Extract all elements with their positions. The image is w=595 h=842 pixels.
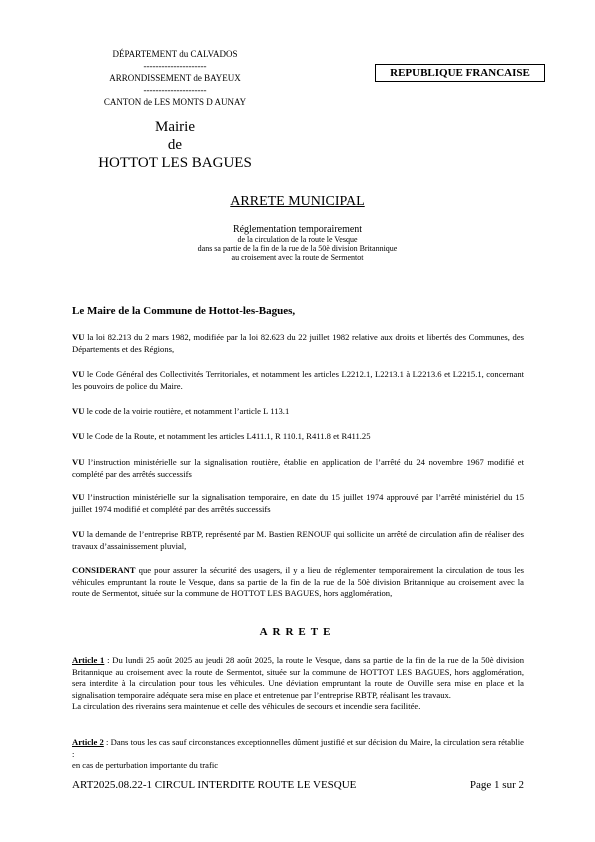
considerant-text: l’instruction ministérielle sur la signalisation routière, établie en application de l’arrêté du 24 novembre 1967 modifié et complété par des arrêtés successifs (72, 457, 524, 479)
considerant-text: le Code Général des Collectivités Territoriales, et notamment les articles L2212.1, L2213.1 à L2213.6 et L2215.1, concernant les pouvoirs de police du Maire. (72, 369, 524, 391)
considerant-text: que pour assurer la sécurité des usagers, il y a lieu de réglementer temporairement la circulation de tous les véhicules empruntant la route le Vesque, dans sa partie de la fin de la rue de la 50è division Britannique au croisement avec la route de Sermentot, située sur la commune de HOTTOT LES BAGUES, hors agglomération, (72, 565, 524, 598)
commune-name: HOTTOT LES BAGUES (98, 155, 252, 171)
page-number: Page 1 sur 2 (469, 779, 524, 791)
article-text: : Du lundi 25 août 2025 au jeudi 28 août 2025, la route le Vesque, dans sa partie de la fin de la rue de la 50è division Britannique au croisement avec la route de Sermentot, située sur la commune de HOTTOT LES BAGUES, hors agglomération, sera interdite à la circulation pour tous les véhicules. Une déviation empruntant la route de Ouville sera mise en place et la signalisation temporaire adéquate sera mise en place et entretenue par l’entreprise RBTP, réalisant les travaux. (72, 655, 525, 700)
considerant-lead: VU (72, 457, 85, 467)
mairie-line: Mairie (155, 119, 195, 135)
subtitle-line: de la circulation de la route le Vesque (237, 235, 358, 244)
document-subtitle (150, 224, 445, 262)
document-title (0, 194, 595, 210)
article-1 (72, 655, 524, 713)
considerant-text: la loi 82.213 du 2 mars 1982, modifiée par la loi 82.623 du 22 juillet 1982 relative aux droits et libertés des Communes, des Départements et des Régions, (72, 332, 524, 354)
subtitle-line: dans sa partie de la fin de la rue de la 50è division Britannique (197, 244, 398, 253)
considerant-paragraph (72, 332, 524, 355)
document-title-text: ARRETE MUNICIPAL (230, 194, 365, 209)
considerant-paragraph (72, 492, 524, 515)
administrative-header (70, 48, 280, 108)
considerant-text: la demande de l’entreprise RBTP, représenté par M. Bastien RENOUF qui sollicite un arrêté de circulation afin de réaliser des travaux d’assainissement pluvial, (72, 529, 524, 551)
considerant-lead: VU (72, 492, 85, 502)
considerant-lead: VU (72, 431, 85, 441)
considerant-lead: CONSIDERANT (72, 565, 136, 575)
considerant-lead: VU (72, 332, 85, 342)
considerant-paragraph (72, 565, 524, 600)
considerant-paragraph (72, 369, 524, 392)
considerant-lead: VU (72, 529, 85, 539)
considerant-text: le Code de la Route, et notamment les articles L411.1, R 110.1, R411.8 et R411.25 (84, 431, 371, 441)
considerant-paragraph (72, 529, 524, 552)
article-text: en cas de perturbation importante du trafic (72, 760, 219, 770)
article-label: Article 1 (72, 655, 105, 665)
article-text: La circulation des riverains sera maintenue et celle des véhicules de secours et incendie sera facilitée. (72, 701, 421, 711)
mairie-de-line: de (167, 137, 183, 153)
article-text: : Dans tous les cas sauf circonstances exceptionnelles dûment justifié et sur décision du Maire, la circulation sera rétablie : (72, 737, 524, 759)
considerant-paragraph (72, 431, 524, 443)
departement-line: DÉPARTEMENT du CALVADOS (112, 49, 238, 59)
republique-francaise-box: REPUBLIQUE FRANCAISE (375, 64, 545, 82)
canton-line: CANTON de LES MONTS D AUNAY (103, 97, 247, 107)
document-reference: ART2025.08.22-1 CIRCUL INTERDITE ROUTE LE VESQUE (72, 779, 357, 791)
considerant-lead: VU (72, 369, 85, 379)
considerant-text: l’instruction ministérielle sur la signalisation temporaire, en date du 15 juillet 1974 approuvé par l’arrêté ministériel du 15 juillet 1974 modifié et complété par des arrêtés successifs (72, 492, 524, 514)
article-label: Article 2 (72, 737, 104, 747)
mairie-block (60, 118, 290, 172)
considerant-lead: VU (72, 406, 85, 416)
maire-intro: Le Maire de la Commune de Hottot-les-Bagues, (72, 305, 296, 317)
article-2 (72, 737, 524, 772)
considerant-text: le code de la voirie routière, et notamment l’article L 113.1 (84, 406, 290, 416)
subtitle-main: Réglementation temporairement (232, 224, 363, 235)
subtitle-line: au croisement avec la route de Sermentot (231, 253, 364, 262)
separator-line: --------------------- (143, 85, 207, 95)
arrete-heading: ARRETE (259, 626, 336, 638)
separator-line: --------------------- (143, 61, 207, 71)
arrondissement-line: ARRONDISSEMENT de BAYEUX (109, 73, 241, 83)
considerant-paragraph (72, 457, 524, 480)
considerant-paragraph (72, 406, 524, 418)
